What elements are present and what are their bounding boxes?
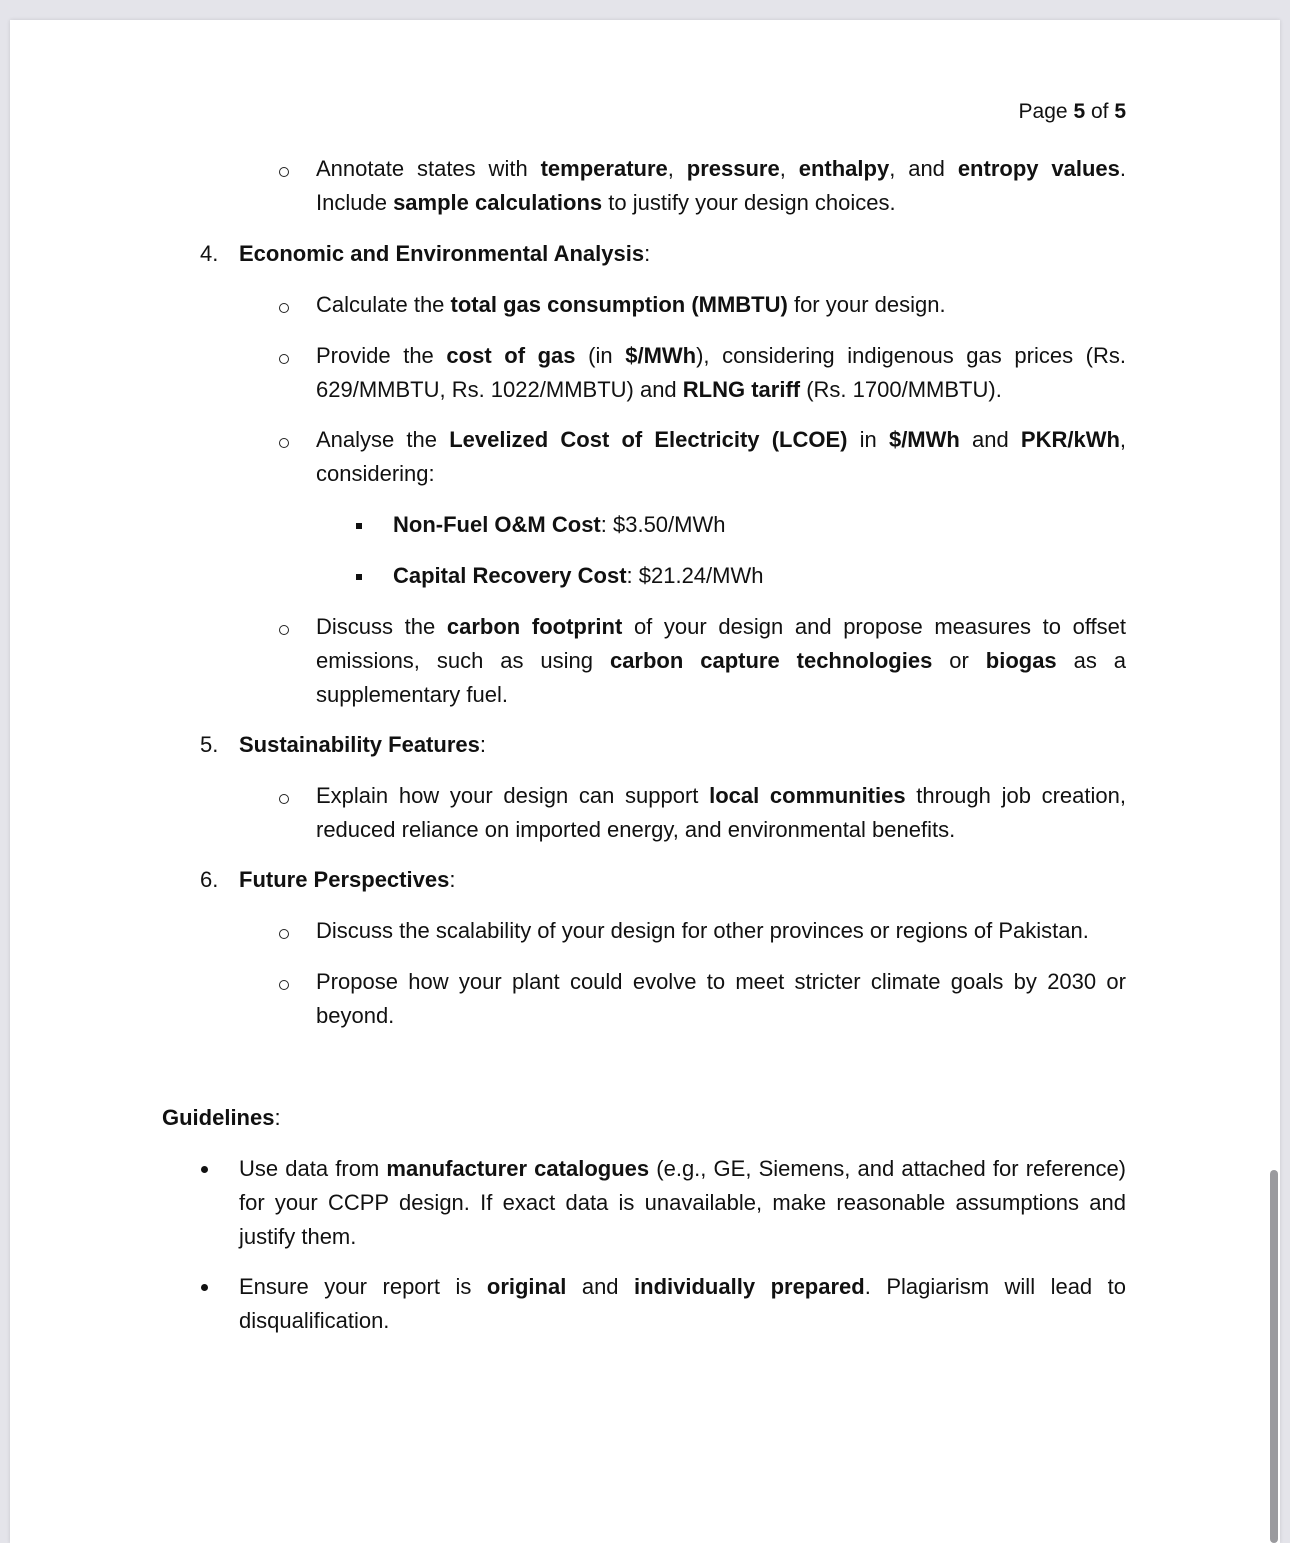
list-item-evolve: Propose how your plant could evolve to meet stricter climate goals by 2030 or beyond. [316,969,1126,1028]
section-heading-future: Future Perspectives: [239,867,456,892]
page-number: Page 5 of 5 [1018,100,1126,123]
circle-bullet-icon [279,167,289,177]
square-bullet-icon [356,574,362,580]
circle-bullet-icon [279,625,289,635]
list-item-scalability: Discuss the scalability of your design for other provinces or regions of Pakistan. [316,918,1089,943]
list-number-6: 6. [200,867,219,892]
list-item-cost-of-gas: Provide the cost of gas (in $/MWh), considering indigenous gas prices (Rs. 629/MMBTU, Rs. 1022/MMBTU) and RLNG tariff (Rs. 1700/MMBTU). [316,343,1127,402]
circle-bullet-icon [279,929,289,939]
circle-bullet-icon [279,303,289,313]
circle-bullet-icon [279,794,289,804]
circle-bullet-icon [279,354,289,364]
list-number-5: 5. [200,732,219,757]
guideline-manufacturer-data: Use data from manufacturer catalogues (e.g., GE, Siemens, and attached for reference) for your CCPP design. If exact data is unavailable, make reasonable assumptions and justify them. [239,1156,1127,1249]
circle-bullet-icon [279,438,289,448]
list-item-lcoe: Analyse the Levelized Cost of Electricity (LCOE) in $/MWh and PKR/kWh, considering: [316,427,1127,486]
list-item-carbon-footprint: Discuss the carbon footprint of your design and propose measures to offset emissions, such as using carbon capture technologies or biogas as a supplementary fuel. [316,614,1127,707]
list-number-4: 4. [200,241,219,266]
section-heading-economic: Economic and Environmental Analysis: [239,241,651,266]
list-item-local-communities: Explain how your design can support local communities through job creation, reduced reliance on imported energy, and environmental benefits. [316,783,1126,842]
list-item-annotate: Annotate states with temperature, pressure, enthalpy, and entropy values. Include sample calculations to justify your design choices. [316,156,1126,215]
document-page [10,20,1280,1543]
list-item-gas-consumption: Calculate the total gas consumption (MMBTU) for your design. [316,292,946,317]
circle-bullet-icon [279,980,289,990]
dot-bullet-icon [201,1284,208,1291]
sub-item-non-fuel-om: Non-Fuel O&M Cost: $3.50/MWh [393,512,726,537]
vertical-scrollbar[interactable] [1270,1170,1278,1543]
square-bullet-icon [356,523,362,529]
dot-bullet-icon [201,1166,208,1173]
section-heading-sustainability: Sustainability Features: [239,732,486,757]
guideline-originality: Ensure your report is original and individually prepared. Plagiarism will lead to disqualification. [239,1274,1127,1333]
guidelines-heading: Guidelines: [162,1105,281,1130]
sub-item-capital-recovery: Capital Recovery Cost: $21.24/MWh [393,563,764,588]
